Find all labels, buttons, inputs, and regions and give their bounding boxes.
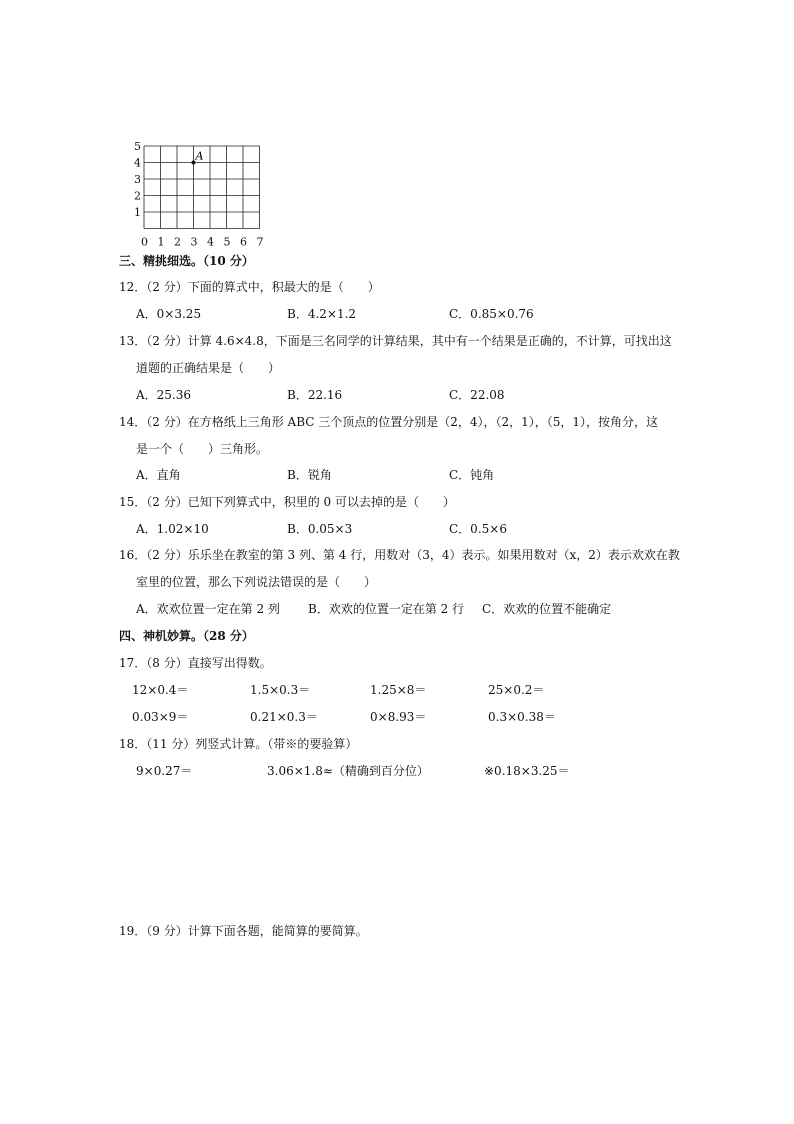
x-tick-label: 6 [240, 235, 247, 246]
x-tick-label: 0 [141, 235, 148, 246]
x-tick-label: 7 [256, 235, 264, 246]
q18-item: ※0.18×3.25＝ [484, 764, 570, 778]
q18-item: 9×0.27＝ [136, 764, 193, 778]
q17-item: 0.21×0.3＝ [250, 710, 318, 724]
q17-item: 1.25×8＝ [370, 683, 427, 697]
y-tick-label: 5 [134, 140, 141, 153]
q12-option-b: B．4.2×1.2 [287, 307, 357, 321]
q14-option-b: B．锐角 [287, 468, 332, 482]
point-a-label: A [195, 149, 204, 163]
q16-stem-line2: 室里的位置，那么下列说法错误的是（ ） [136, 575, 377, 589]
q17-stem: 17．（8 分）直接写出得数。 [119, 656, 272, 670]
q13-option-b: B．22.16 [287, 388, 343, 402]
y-tick-label: 4 [134, 156, 141, 170]
q19-stem: 19．（9 分）计算下面各题，能简算的要简算。 [119, 924, 368, 938]
coordinate-grid [128, 138, 268, 246]
q13-stem-line2: 道题的正确结果是（ ） [136, 361, 281, 375]
x-axis-labels [141, 236, 264, 247]
x-tick-label: 1 [157, 235, 165, 246]
q15-option-a: A．1.02×10 [136, 522, 209, 536]
q13-option-c: C．22.08 [449, 388, 505, 402]
q15-stem: 15．（2 分）已知下列算式中，积里的 0 可以去掉的是（ ） [119, 495, 455, 509]
q18-stem: 18．（11 分）列竖式计算。（带※的要验算） [119, 737, 358, 751]
q16-stem-line1: 16．（2 分）乐乐坐在教室的第 3 列、第 4 行，用数对（3，4）表示。如果用数对（x，2）表示欢欢在教 [119, 548, 680, 562]
q17-item: 25×0.2＝ [488, 683, 545, 697]
q16-option-c: C．欢欢的位置不能确定 [482, 602, 612, 616]
q18-item: 3.06×1.8≈（精确到百分位） [267, 764, 429, 778]
q17-item: 0.03×9＝ [132, 710, 189, 724]
section3-title: 三、精挑细选。（10 分） [119, 254, 254, 268]
q14-option-a: A．直角 [136, 468, 181, 482]
q12-option-c: C．0.85×0.76 [449, 307, 534, 321]
x-tick-label: 2 [174, 235, 181, 246]
q17-item: 1.5×0.3＝ [250, 683, 311, 697]
q13-stem-line1: 13．（2 分）计算 4.6×4.8，下面是三名同学的计算结果，其中有一个结果是正确的，不计算，可找出这 [119, 334, 672, 348]
y-tick-label: 2 [134, 189, 141, 203]
q14-stem-line2: 是一个（ ）三角形。 [136, 442, 269, 456]
q15-option-c: C．0.5×6 [449, 522, 507, 536]
q16-option-b: B．欢欢的位置一定在第 2 行 [308, 602, 465, 616]
y-tick-label: 1 [134, 206, 141, 219]
section4-title: 四、神机妙算。（28 分） [119, 629, 254, 643]
q17-item: 0.3×0.38＝ [488, 710, 556, 724]
q17-item: 12×0.4＝ [132, 683, 189, 697]
y-axis-labels [134, 140, 141, 219]
q12-option-a: A．0×3.25 [136, 307, 202, 321]
q14-stem-line1: 14．（2 分）在方格纸上三角形 ABC 三个顶点的位置分别是（2，4），（2，1），（5，1），按角分，这 [119, 415, 659, 429]
q12-stem: 12．（2 分）下面的算式中，积最大的是（ ） [119, 280, 380, 294]
q15-option-b: B．0.05×3 [287, 522, 353, 536]
y-tick-label: 3 [134, 173, 141, 186]
q17-item: 0×8.93＝ [370, 710, 427, 724]
q16-option-a: A．欢欢位置一定在第 2 列 [136, 602, 280, 616]
q13-option-a: A．25.36 [136, 388, 192, 402]
x-tick-label: 4 [207, 235, 214, 246]
x-tick-label: 5 [223, 235, 231, 246]
q14-option-c: C．钝角 [449, 468, 495, 482]
x-tick-label: 3 [190, 235, 198, 246]
